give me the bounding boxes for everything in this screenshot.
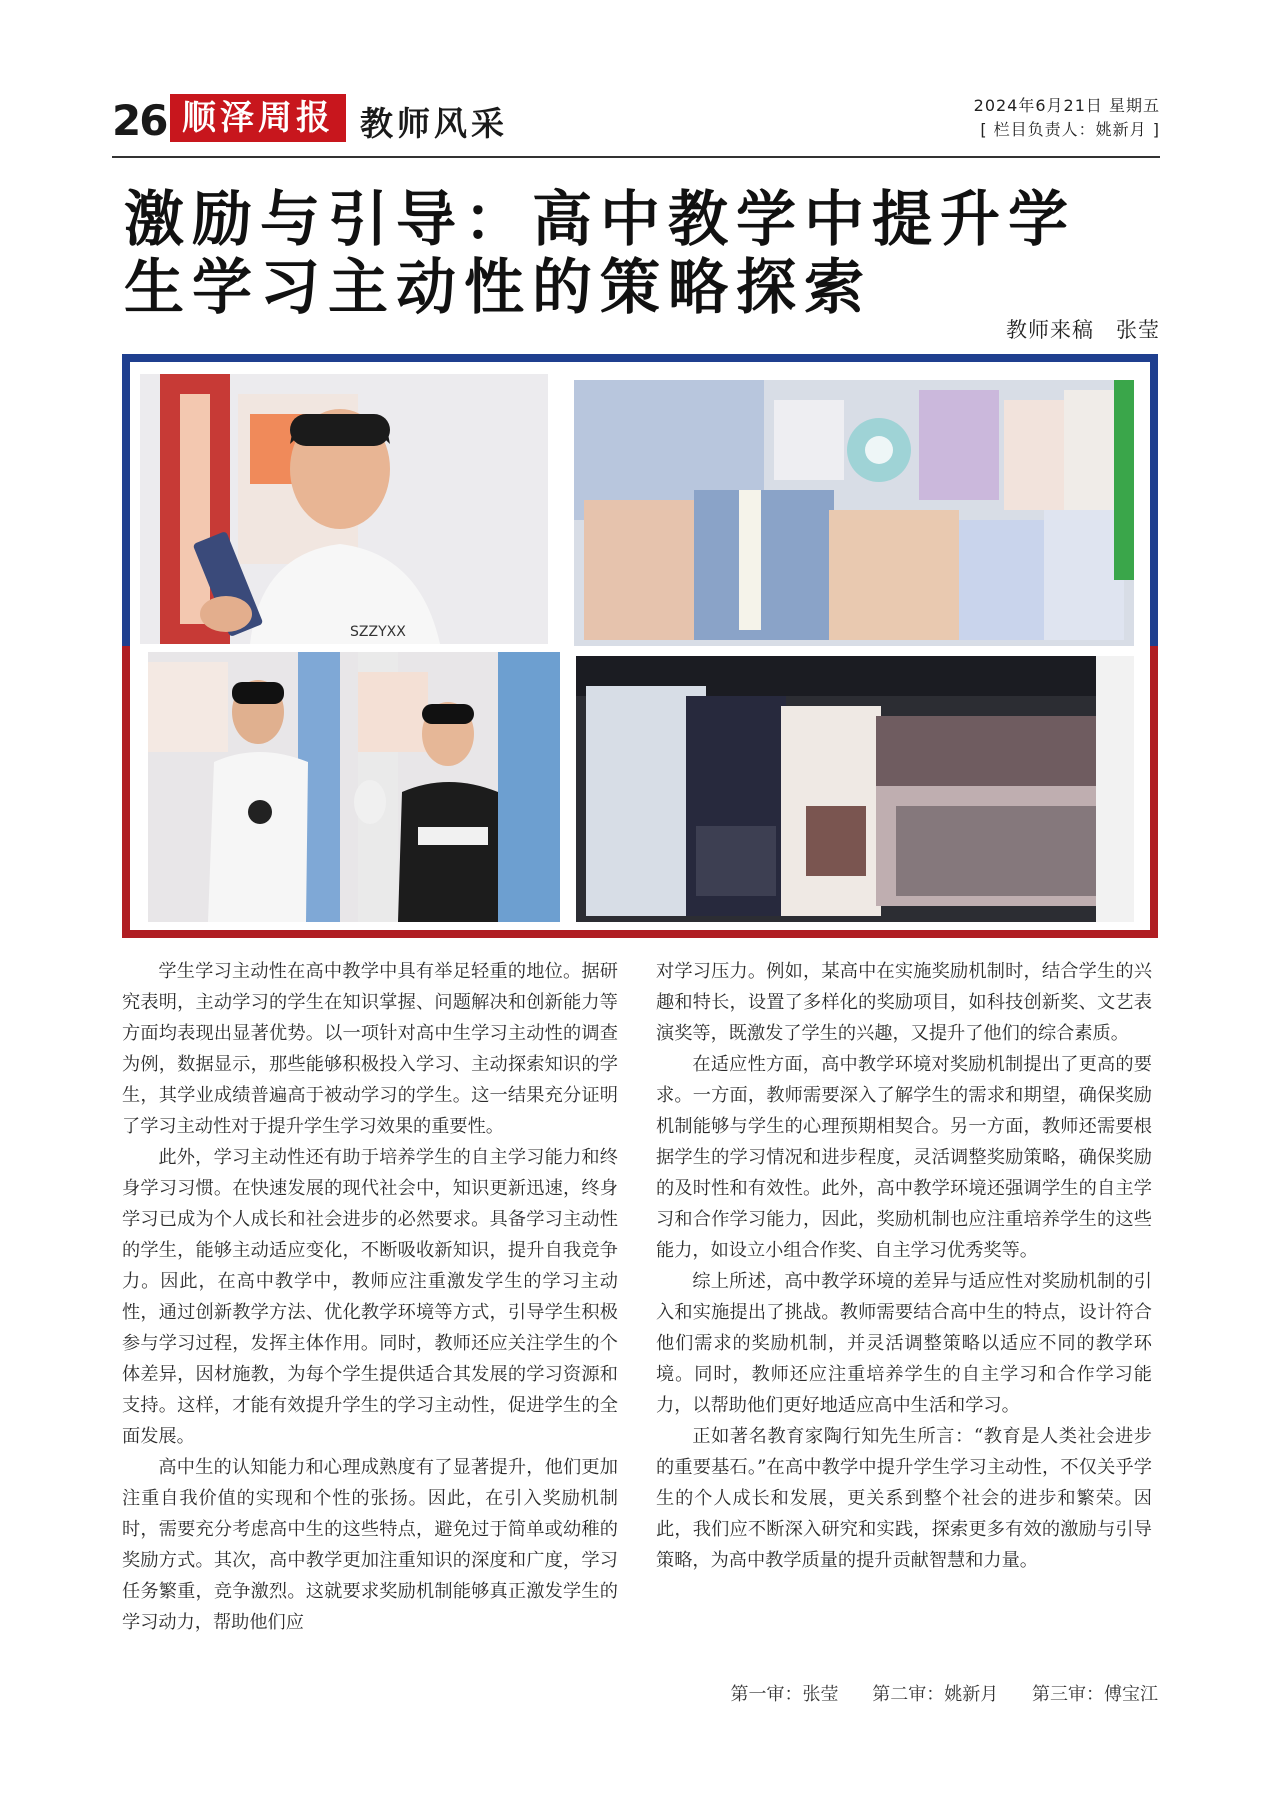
column-editor: [ 栏目负责人：姚新月 ] bbox=[980, 120, 1160, 139]
paragraph: 正如著名教育家陶行知先生所言：“教育是人类社会进步的重要基石。”在高中教学中提升学生学习主动性，不仅关乎学生的个人成长和发展，更关系到整个社会的进步和繁荣。因此，我们应不断深入研究和实践，探索更多有效的激励与引导策略，为高中教学质量的提升贡献智慧和力量。 bbox=[656, 1426, 1152, 1571]
paragraph: 高中生的认知能力和心理成熟度有了显著提升，他们更加注重自我价值的实现和个性的张扬。因此，在引入奖励机制时，需要充分考虑高中生的这些特点，避免过于简单或幼稚的奖励方式。其次，高中教学更加注重知识的深度和广度，学习任务繁重，竞争激烈。这就要求奖励机制能够真正激发学生的学习动力，帮助他们应 bbox=[122, 1457, 618, 1633]
article-column-left bbox=[122, 956, 618, 1638]
shirt-text: SZZYXX bbox=[350, 624, 406, 640]
title-line-1: 激励与引导：高中教学中提升学 bbox=[124, 185, 1076, 255]
photo-student-with-prize-icon bbox=[140, 374, 548, 644]
paragraph-continued: 对学习压力。例如，某高中在实施奖励机制时，结合学生的兴趣和特长，设置了多样化的奖励项目，如科技创新奖、文艺表演奖等，既激发了学生的兴趣，又提升了他们的综合素质。 bbox=[656, 961, 1152, 1044]
photo-two-students-with-prizes-icon bbox=[148, 652, 560, 922]
title-line-2: 生学习主动性的策略探索 bbox=[124, 253, 872, 323]
paragraph: 综上所述，高中教学环境的差异与适应性对奖励机制的引入和实施提出了挑战。教师需要结合高中生的特点，设计符合他们需求的奖励机制，并灵活调整策略以适应不同的教学环境。同时，教师还应注重培养学生的自主学习和合作学习能力，以帮助他们更好地适应高中生活和学习。 bbox=[656, 1271, 1152, 1416]
photo-illustration-book-prizes-icon bbox=[576, 656, 1134, 922]
section-title: 教师风采 bbox=[360, 104, 508, 143]
page-header bbox=[112, 92, 1160, 154]
photo-stationery-prizes-icon bbox=[574, 380, 1134, 646]
reviewer-3: 第三审：傅宝江 bbox=[1032, 1684, 1158, 1705]
reviewer-line bbox=[703, 1680, 1158, 1706]
article-column-right bbox=[656, 956, 1152, 1576]
issue-date: 2024年6月21日 星期五 bbox=[973, 96, 1160, 115]
paragraph: 学生学习主动性在高中教学中具有举足轻重的地位。据研究表明，主动学习的学生在知识掌握、问题解决和创新能力等方面均表现出显著优势。以一项针对高中生学习主动性的调查为例，数据显示，那些能够积极投入学习、主动探索知识的学生，其学业成绩普遍高于被动学习的学生。这一结果充分证明了学习主动性对于提升学生学习效果的重要性。 bbox=[122, 961, 618, 1137]
article-title bbox=[124, 186, 1144, 322]
dateline bbox=[974, 94, 1160, 142]
byline: 教师来稿 张莹 bbox=[1006, 318, 1160, 342]
page-number: 26 bbox=[112, 96, 167, 145]
paragraph: 此外，学习主动性还有助于培养学生的自主学习能力和终身学习习惯。在快速发展的现代社会中，知识更新迅速，终身学习已成为个人成长和社会进步的必然要求。具备学习主动性的学生，能够主动适应变化，不断吸收新知识，提升自我竞争力。因此，在高中教学中，教师应注重激发学生的学习主动性，通过创新教学方法、优化教学环境等方式，引导学生积极参与学习过程，发挥主体作用。同时，教师还应关注学生的个体差异，因材施教，为每个学生提供适合其发展的学习资源和支持。这样，才能有效提升学生的学习主动性，促进学生的全面发展。 bbox=[122, 1147, 618, 1447]
masthead-logo: 顺泽周报 bbox=[170, 94, 346, 142]
reviewer-1: 第一审：张莹 bbox=[730, 1684, 839, 1705]
header-divider bbox=[112, 156, 1160, 158]
reviewer-2: 第二审：姚新月 bbox=[872, 1684, 999, 1705]
paragraph: 在适应性方面，高中教学环境对奖励机制提出了更高的要求。一方面，教师需要深入了解学生的需求和期望，确保奖励机制能够与学生的心理预期相契合。另一方面，教师还需要根据学生的学习情况和进步程度，灵活调整奖励策略，确保奖励的及时性和有效性。此外，高中教学环境还强调学生的自主学习和合作学习能力，因此，奖励机制也应注重培养学生的这些能力，如设立小组合作奖、自主学习优秀奖等。 bbox=[656, 1054, 1152, 1261]
